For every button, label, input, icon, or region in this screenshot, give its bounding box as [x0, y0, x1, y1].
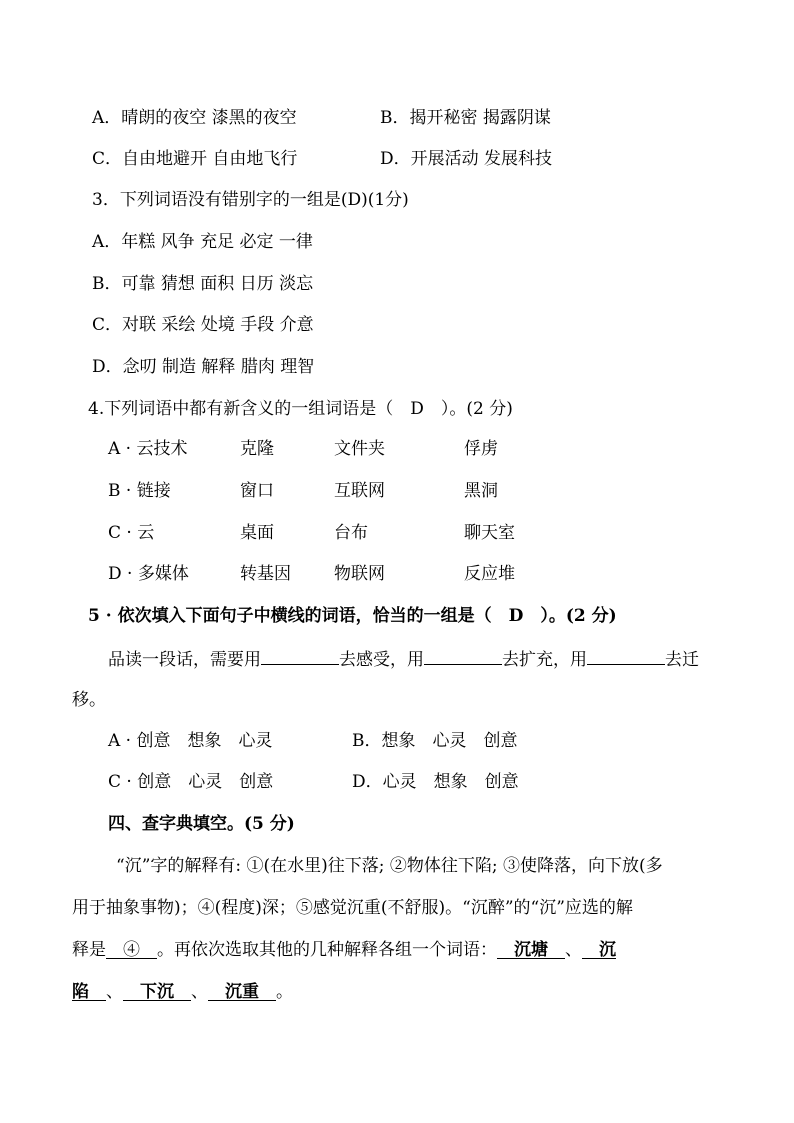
section-four-line4: [72, 980, 293, 1004]
q2-option-d: D．开展活动 发展科技: [380, 149, 553, 169]
answer-word-3: 下沉: [123, 982, 191, 1002]
answer-word-2-start: 沉: [582, 940, 616, 960]
section-four-line2: 用于抽象事物)；④(程度)深；⑤感觉沉重(不舒服)。“沉醉”的“沉”应选的解: [72, 898, 633, 918]
q5-option-b: B．想象 心灵 创意: [352, 731, 518, 751]
q3-option-c: C．对联 采绘 处境 手段 介意: [92, 315, 314, 335]
section-four-line1: “沉”字的解释有: ①(在水里)往下落; ②物体往下陷; ③使降落，向下放(多: [116, 856, 663, 876]
answer-meaning: ④: [106, 940, 157, 960]
q4-row-c-col1: C · 云: [108, 523, 155, 543]
q5-option-a: A · 创意 想象 心灵: [108, 731, 273, 751]
q3-option-a: A．年糕 风争 充足 必定 一律: [92, 232, 313, 252]
q4-row-a-col4: 俘虏: [464, 439, 498, 459]
answer-word-1: 沉塘: [497, 940, 565, 960]
q4-row-b-col2: 窗口: [240, 481, 274, 501]
q4-row-c-col2: 桌面: [240, 523, 274, 543]
q4-row-a-col1: A · 云技术: [108, 439, 188, 459]
q5-sentence-part3: 去扩充，用: [502, 650, 587, 670]
q5-sentence-part1: 品读一段话，需要用: [108, 650, 261, 670]
line4-end: 。: [276, 982, 293, 1002]
q5-stem: 5 · 依次填入下面句子中横线的词语，恰当的一组是（ D ）。(2 分): [88, 606, 617, 626]
q4-row-c-col3: 台布: [334, 523, 368, 543]
line3-mid: 。再依次选取其他的几种解释各组一个词语：: [157, 940, 497, 960]
q5-option-c: C · 创意 心灵 创意: [108, 772, 274, 792]
q5-sentence: [108, 646, 699, 672]
q5-blank-3[interactable]: [587, 646, 665, 665]
q5-sentence-wrap: 移。: [72, 690, 106, 710]
section-four-line3: [72, 938, 616, 962]
q4-row-c-col4: 聊天室: [464, 523, 515, 543]
q5-sentence-part4: 去迁: [665, 650, 699, 670]
separator-1: 、: [565, 940, 582, 960]
q4-stem: 4.下列词语中都有新含义的一组词语是（ D ）。(2 分): [88, 399, 513, 419]
q2-option-b: B．揭开秘密 揭露阴谋: [380, 108, 551, 128]
q5-option-d: D．心灵 想象 创意: [352, 772, 519, 792]
q3-option-d: D．念叨 制造 解释 腊肉 理智: [92, 357, 315, 377]
q4-row-d-col4: 反应堆: [464, 564, 515, 584]
q4-row-d-col2: 转基因: [240, 564, 291, 584]
q4-row-a-col3: 文件夹: [334, 439, 385, 459]
q3-stem: 3．下列词语没有错别字的一组是(D)(1分): [92, 190, 409, 210]
answer-word-4: 沉重: [208, 982, 276, 1002]
q5-sentence-part2: 去感受，用: [339, 650, 424, 670]
q4-row-d-col1: D · 多媒体: [108, 564, 189, 584]
separator-3: 、: [191, 982, 208, 1002]
q5-blank-2[interactable]: [424, 646, 502, 665]
q4-row-d-col3: 物联网: [334, 564, 385, 584]
q4-row-a-col2: 克隆: [240, 439, 274, 459]
q2-option-c: C．自由地避开 自由地飞行: [92, 149, 298, 169]
q4-row-b-col1: B · 链接: [108, 481, 171, 501]
q2-option-a: A．晴朗的夜空 漆黑的夜空: [92, 108, 297, 128]
q4-row-b-col3: 互联网: [334, 481, 385, 501]
q3-option-b: B．可靠 猜想 面积 日历 淡忘: [92, 274, 314, 294]
q5-blank-1[interactable]: [261, 646, 339, 665]
answer-word-2-end: 陷: [72, 982, 106, 1002]
separator-2: 、: [106, 982, 123, 1002]
q4-row-b-col4: 黑洞: [464, 481, 498, 501]
section-four-heading: 四、查字典填空。(5 分): [108, 814, 295, 834]
line3-prefix: 释是: [72, 940, 106, 960]
